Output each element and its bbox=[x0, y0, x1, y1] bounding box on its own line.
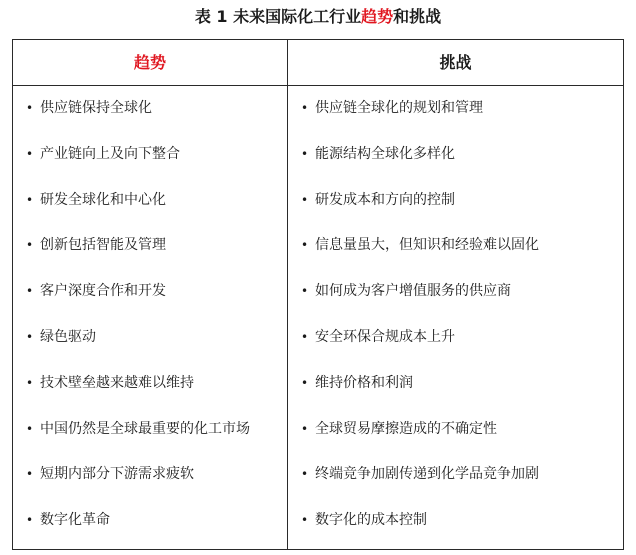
bullet-icon: • bbox=[26, 467, 34, 482]
trend-item bbox=[13, 498, 287, 544]
bullet-icon: • bbox=[301, 284, 309, 299]
trend-item bbox=[13, 407, 287, 453]
bullet-icon: • bbox=[301, 238, 309, 253]
bullet-icon: • bbox=[26, 238, 34, 253]
trend-item bbox=[13, 132, 287, 178]
bullet-icon: • bbox=[26, 192, 34, 207]
caption-suffix: 和挑战 bbox=[393, 7, 442, 26]
trend-item bbox=[13, 178, 287, 224]
challenge-item-text: 如何成为客户增值服务的供应商 bbox=[315, 283, 511, 300]
challenge-item-text: 信息量虽大，但知识和经验难以固化 bbox=[315, 237, 539, 254]
challenge-item bbox=[288, 498, 623, 544]
challenge-item bbox=[288, 178, 623, 224]
trend-item bbox=[13, 361, 287, 407]
trends-challenges-table bbox=[12, 39, 624, 550]
bullet-icon: • bbox=[301, 421, 309, 436]
bullet-icon: • bbox=[301, 513, 309, 528]
challenge-item bbox=[288, 269, 623, 315]
bullet-icon: • bbox=[26, 421, 34, 436]
challenge-item-text: 研发成本和方向的控制 bbox=[315, 191, 455, 208]
trend-item-text: 绿色驱动 bbox=[40, 328, 96, 345]
bullet-icon: • bbox=[301, 101, 309, 115]
header-challenges: 挑战 bbox=[439, 53, 472, 72]
trend-item-text: 创新包括智能及管理 bbox=[40, 237, 166, 254]
trend-item-text: 客户深度合作和开发 bbox=[40, 283, 166, 300]
table-caption bbox=[0, 6, 636, 28]
trend-item bbox=[13, 315, 287, 361]
challenge-item bbox=[288, 361, 623, 407]
trend-item-text: 中国仍然是全球最重要的化工市场 bbox=[40, 420, 250, 437]
trend-item-text: 研发全球化和中心化 bbox=[40, 191, 166, 208]
caption-highlight: 趋势 bbox=[361, 7, 394, 26]
trend-item-text: 技术壁垒越来越难以维持 bbox=[40, 374, 194, 391]
table-header-row bbox=[13, 40, 623, 86]
trend-item-text: 数字化革命 bbox=[40, 512, 110, 529]
caption-prefix: 表 1 未来国际化工行业 bbox=[194, 7, 362, 26]
challenge-item-text: 维持价格和利润 bbox=[315, 374, 413, 391]
bullet-icon: • bbox=[26, 513, 34, 528]
trend-item-text: 供应链保持全球化 bbox=[40, 100, 152, 116]
bullet-icon: • bbox=[301, 467, 309, 482]
challenge-item-text: 能源结构全球化多样化 bbox=[315, 145, 455, 162]
bullet-icon: • bbox=[301, 375, 309, 390]
challenge-item bbox=[288, 452, 623, 498]
bullet-icon: • bbox=[26, 101, 34, 115]
challenge-item-text: 供应链全球化的规划和管理 bbox=[315, 100, 483, 116]
trends-list bbox=[13, 86, 287, 544]
challenge-item-text: 终端竞争加剧传递到化学品竞争加剧 bbox=[315, 466, 539, 483]
challenge-item-text: 数字化的成本控制 bbox=[315, 512, 427, 529]
challenge-item bbox=[288, 315, 623, 361]
trend-item bbox=[13, 269, 287, 315]
trend-item bbox=[13, 452, 287, 498]
bullet-icon: • bbox=[301, 146, 309, 161]
challenge-item-text: 全球贸易摩擦造成的不确定性 bbox=[315, 420, 497, 437]
trend-item-text: 产业链向上及向下整合 bbox=[40, 145, 180, 162]
bullet-icon: • bbox=[26, 329, 34, 344]
challenges-list bbox=[288, 86, 623, 544]
bullet-icon: • bbox=[26, 284, 34, 299]
challenge-item bbox=[288, 86, 623, 132]
bullet-icon: • bbox=[301, 329, 309, 344]
challenge-item bbox=[288, 407, 623, 453]
header-trends: 趋势 bbox=[133, 53, 166, 72]
challenge-item-text: 安全环保合规成本上升 bbox=[315, 328, 455, 345]
trend-item bbox=[13, 86, 287, 132]
challenge-item bbox=[288, 132, 623, 178]
challenge-item bbox=[288, 223, 623, 269]
trend-item-text: 短期内部分下游需求疲软 bbox=[40, 466, 194, 483]
bullet-icon: • bbox=[26, 146, 34, 161]
trend-item bbox=[13, 223, 287, 269]
bullet-icon: • bbox=[301, 192, 309, 207]
bullet-icon: • bbox=[26, 375, 34, 390]
